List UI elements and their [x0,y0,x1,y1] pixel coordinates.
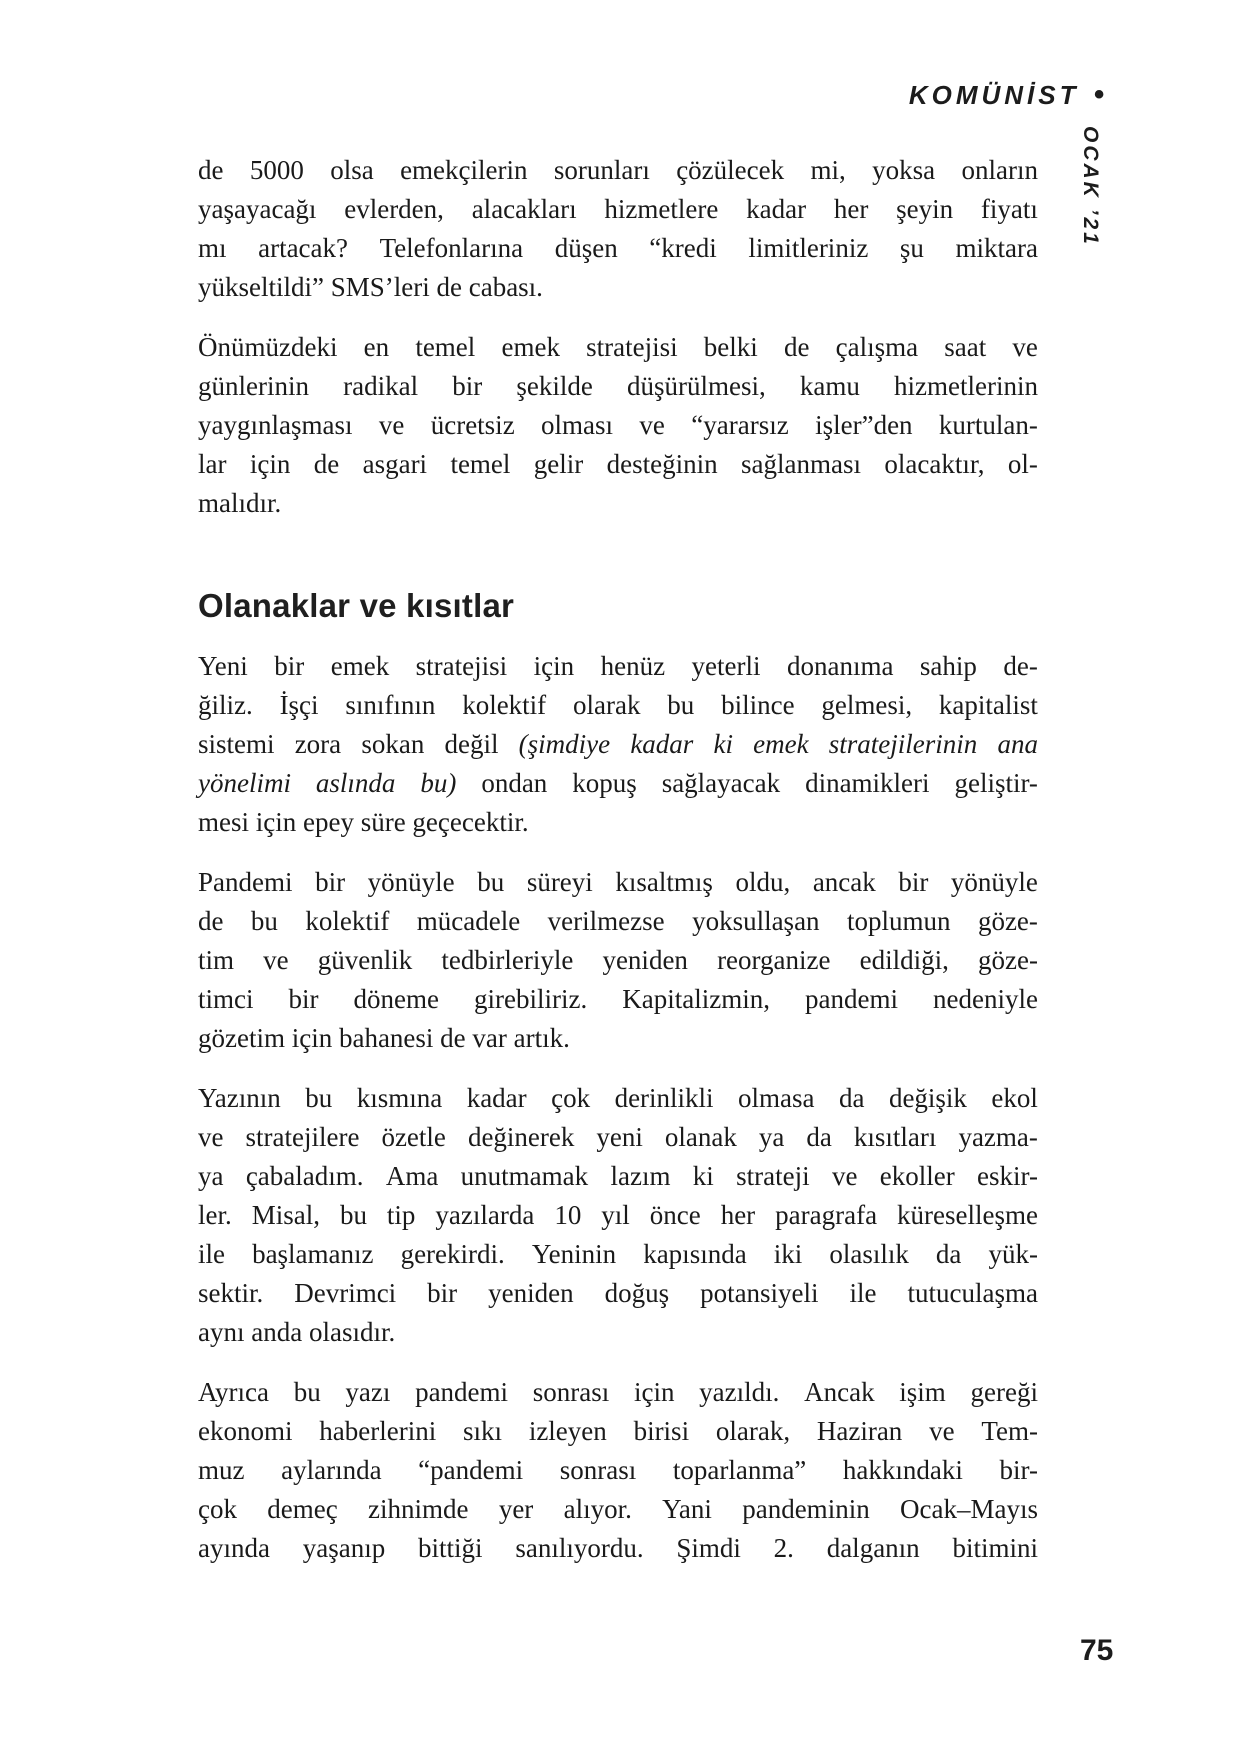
journal-title: KOMÜNİST [908,80,1080,110]
text-line: Yeni bir emek stratejisi için henüz yeterli donanıma sahip de- [198,651,1038,681]
text-line: sistemi zora sokan değil (şimdiye kadar ki emek stratejilerinin ana [198,729,1038,759]
text-line: timci bir döneme girebiliriz. Kapitalizmin, pandemi nedeniyle [198,984,1038,1014]
text-line: lar için de asgari temel gelir desteğinin sağlanması olacaktır, ol- [198,449,1038,479]
text-line: yönelimi aslında bu) ondan kopuş sağlayacak dinamikleri geliştir- [198,768,1038,798]
journal-masthead [908,77,1104,111]
text-line: malıdır. [198,488,282,518]
text-line: Önümüzdeki en temel emek stratejisi belki de çalışma saat ve [198,332,1038,362]
text-line: mesi için epey süre geçecektir. [198,807,529,837]
text-line: Ayrıca bu yazı pandemi sonrası için yazıldı. Ancak işim gereği [198,1377,1038,1407]
text-line: Pandemi bir yönüyle bu süreyi kısaltmış oldu, ancak bir yönüyle [198,867,1038,897]
text-line: aynı anda olasıdır. [198,1317,396,1347]
text-line: tim ve güvenlik tedbirleriyle yeniden reorganize edildiği, göze- [198,945,1038,975]
text-line: ler. Misal, bu tip yazılarda 10 yıl önce her paragrafa küreselleşme [198,1200,1038,1230]
page-number: 75 [1080,1634,1114,1667]
bullet-icon: • [1093,77,1104,111]
text-line: gözetim için bahanesi de var artık. [198,1023,570,1053]
text-line: de bu kolektif mücadele verilmezse yoksullaşan toplumun göze- [198,906,1038,936]
paragraph [198,1373,1038,1568]
text-line: ayında yaşanıp bittiği sanılıyordu. Şimdi 2. dalganın bitimini [198,1533,1038,1563]
text-line: muz aylarında “pandemi sonrası toparlanma” hakkındaki bir- [198,1455,1038,1485]
paragraph [198,1079,1038,1352]
text-line: ile başlamanız gerekirdi. Yeninin kapısında iki olasılık da yük- [198,1239,1038,1269]
text-line: günlerinin radikal bir şekilde düşürülmesi, kamu hizmetlerinin [198,371,1038,401]
text-line: ekonomi haberlerini sıkı izleyen birisi olarak, Haziran ve Tem- [198,1416,1038,1446]
paragraph [198,647,1038,842]
issue-date-vertical: OCAK ’21 [1079,126,1102,247]
text-line: Yazının bu kısmına kadar çok derinlikli olmasa da değişik ekol [198,1083,1038,1113]
text-line: ğiliz. İşçi sınıfının kolektif olarak bu bilince gelmesi, kapitalist [198,690,1038,720]
section-heading: Olanaklar ve kısıtlar [198,587,515,624]
paragraph [198,151,1038,307]
text-line: yaygınlaşması ve ücretsiz olması ve “yararsız işler”den kurtulan- [198,410,1038,440]
text-line: ve stratejilere özetle değinerek yeni olanak ya da kısıtları yazma- [198,1122,1038,1152]
text-line: sektir. Devrimci bir yeniden doğuş potansiyeli ile tutuculaşma [198,1278,1038,1308]
text-line: yaşayacağı evlerden, alacakları hizmetlere kadar her şeyin fiyatı [198,194,1038,224]
paragraph [198,328,1038,523]
text-line: mı artacak? Telefonlarına düşen “kredi limitleriniz şu miktara [198,233,1038,263]
text-line: çok demeç zihnimde yer alıyor. Yani pandeminin Ocak–Mayıs [198,1494,1038,1524]
text-line: yükseltildi” SMS’leri de cabası. [198,272,543,302]
text-line: de 5000 olsa emekçilerin sorunları çözülecek mi, yoksa onların [198,155,1038,185]
paragraph [198,863,1038,1058]
article-body [198,151,1038,1589]
text-line: ya çabaladım. Ama unutmamak lazım ki strateji ve ekoller eskir- [198,1161,1038,1191]
